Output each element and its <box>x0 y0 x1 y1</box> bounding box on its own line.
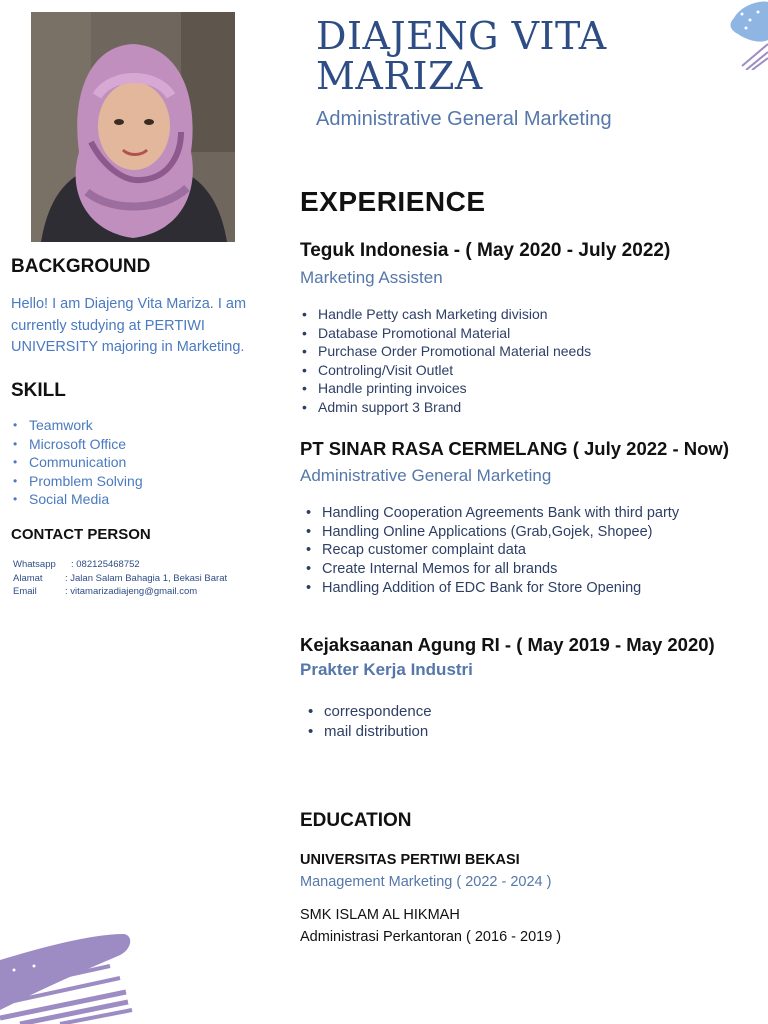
contact-value: : Jalan Salam Bahagia 1, Bekasi Barat <box>65 572 228 584</box>
decorative-brush-bottom <box>0 920 140 1024</box>
education-detail: Management Marketing ( 2022 - 2024 ) <box>300 874 552 890</box>
skill-item: • Social Media <box>11 490 143 509</box>
job-role: Marketing Assisten <box>300 268 443 287</box>
duty-item: • Handling Online Applications (Grab,Gojek, Shopee) <box>304 523 679 542</box>
contact-label: Email <box>13 586 37 597</box>
job-company: Kejaksaanan Agung RI - ( May 2019 - May 2020) <box>300 634 715 655</box>
experience-heading: EXPERIENCE <box>300 186 486 217</box>
duty-item: • Create Internal Memos for all brands <box>304 560 679 579</box>
education-heading: EDUCATION <box>300 810 412 831</box>
contact-row-whatsapp <box>13 558 227 572</box>
duty-item: • Admin support 3 Brand <box>300 398 591 417</box>
candidate-title: Administrative General Marketing <box>316 108 612 130</box>
duty-item: • Purchase Order Promotional Material needs <box>300 342 591 361</box>
job-role: Prakter Kerja Industri <box>300 660 473 679</box>
job-duty-list <box>306 702 432 742</box>
candidate-name: DIAJENG VITA MARIZA <box>316 14 607 98</box>
contact-label: Alamat <box>13 572 43 584</box>
education-detail: Administrasi Perkantoran ( 2016 - 2019 ) <box>300 929 562 945</box>
duty-item: • mail distribution <box>306 722 432 742</box>
skill-item: • Promblem Solving <box>11 472 143 491</box>
background-heading: BACKGROUND <box>11 256 151 277</box>
duty-item: • Controling/Visit Outlet <box>300 361 591 380</box>
duty-item: • Handle printing invoices <box>300 379 591 398</box>
duty-item: • correspondence <box>306 702 432 722</box>
contact-value: : vitamarizadiajeng@gmail.com <box>65 586 198 597</box>
duty-item: • Recap customer complaint data <box>304 541 679 560</box>
education-school: SMK ISLAM AL HIKMAH <box>300 907 460 923</box>
contact-row-email <box>13 585 227 599</box>
duty-item: • Database Promotional Material <box>300 324 591 343</box>
job-duty-list <box>300 305 591 416</box>
contact-value: : 082125468752 <box>71 559 140 570</box>
skill-item: • Communication <box>11 453 143 472</box>
skill-item: • Teamwork <box>11 416 143 435</box>
job-role: Administrative General Marketing <box>300 466 552 485</box>
job-duty-list <box>304 504 679 598</box>
contact-row-alamat <box>13 572 227 586</box>
background-text: Hello! I am Diajeng Vita Mariza. I am currently studying at PERTIWI UNIVERSITY majoring in Marketing. <box>11 296 247 355</box>
skill-list <box>11 416 143 509</box>
duty-item: • Handling Addition of EDC Bank for Store Opening <box>304 579 679 598</box>
duty-item: • Handling Cooperation Agreements Bank with third party <box>304 504 679 523</box>
profile-photo <box>31 12 235 242</box>
skill-heading: SKILL <box>11 380 66 401</box>
duty-item: • Handle Petty cash Marketing division <box>300 305 591 324</box>
contact-details <box>13 558 227 599</box>
contact-heading: CONTACT PERSON <box>11 526 151 543</box>
job-company: Teguk Indonesia - ( May 2020 - July 2022) <box>300 240 671 261</box>
job-company: PT SINAR RASA CERMELANG ( July 2022 - Now) <box>300 438 729 459</box>
contact-label: Whatsapp <box>13 559 56 570</box>
skill-item: • Microsoft Office <box>11 435 143 454</box>
education-school: UNIVERSITAS PERTIWI BEKASI <box>300 852 520 868</box>
